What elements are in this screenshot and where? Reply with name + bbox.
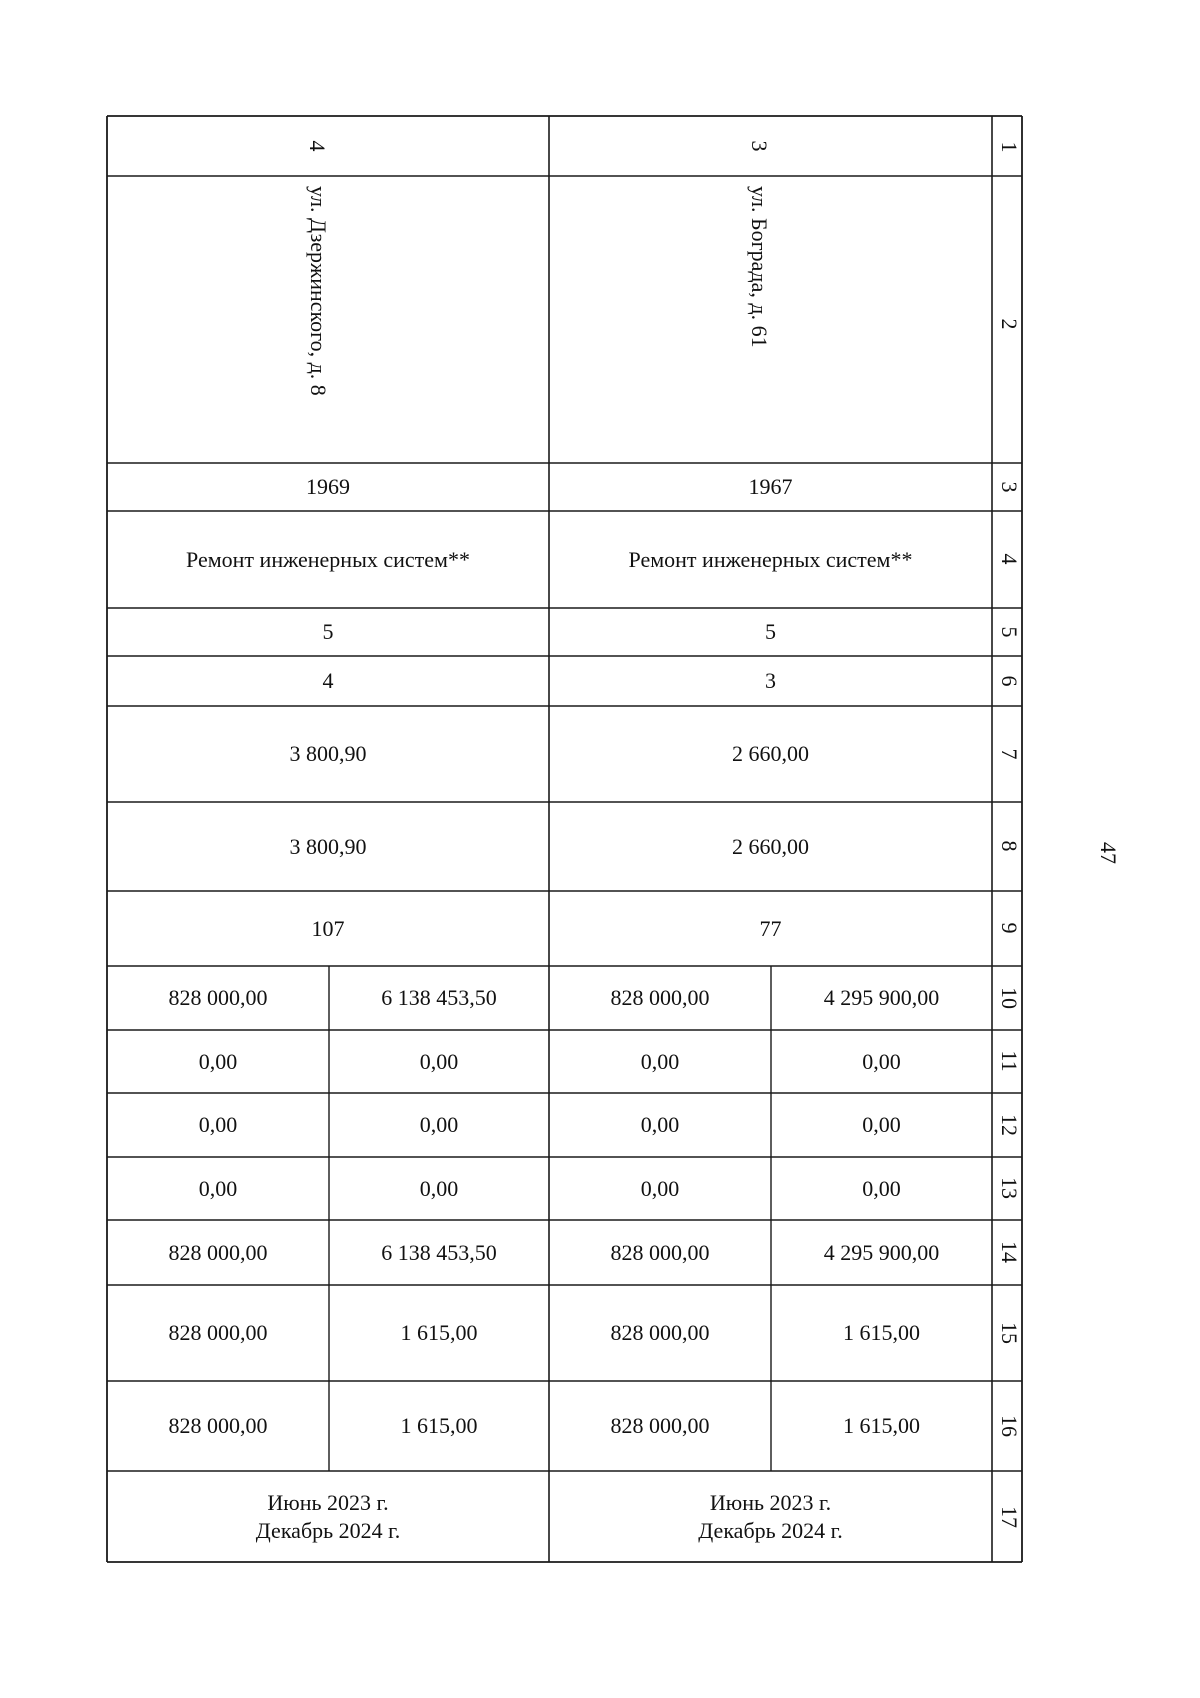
header-col-6: 6: [996, 675, 1022, 687]
rec1-col8: 2 660,00: [732, 833, 809, 859]
rec1-col12-b: 0,00: [862, 1112, 901, 1138]
rec1-col5: 5: [765, 619, 776, 645]
rec0-col10-a: 828 000,00: [168, 985, 268, 1011]
rec0-year: 1969: [306, 474, 350, 500]
rec1-period: Июнь 2023 г. Декабрь 2024 г.: [698, 1490, 843, 1543]
header-col-13: 13: [996, 1177, 1022, 1199]
rec1-col11-b: 0,00: [862, 1048, 901, 1074]
header-col-12: 12: [996, 1114, 1022, 1136]
rec0-address: ул. Дзержинского, д. 8: [305, 186, 331, 396]
rec0-col14-b: 6 138 453,50: [381, 1239, 497, 1265]
header-col-10: 10: [996, 987, 1022, 1009]
rec1-col6: 3: [765, 668, 776, 694]
header-col-2: 2: [996, 318, 1022, 330]
rec0-col14-a: 828 000,00: [168, 1239, 268, 1265]
page-number: 47: [1096, 842, 1121, 864]
rec1-col13-b: 0,00: [862, 1175, 901, 1201]
rec0-col15-a: 828 000,00: [168, 1320, 268, 1346]
header-col-4: 4: [996, 553, 1022, 565]
rec0-col15-b: 1 615,00: [400, 1320, 478, 1346]
rec1-work-type: Ремонт инженерных систем**: [628, 546, 913, 572]
rec0-period: Июнь 2023 г. Декабрь 2024 г.: [255, 1490, 401, 1543]
table-sheet: [107, 116, 1022, 1566]
rec1-address: ул. Бограда, д. 61: [746, 186, 772, 348]
rec0-col13-b: 0,00: [419, 1175, 459, 1201]
rec0-col9: 107: [311, 915, 345, 941]
rec0-col16-b: 1 615,00: [400, 1413, 478, 1439]
rec0-number: 4: [304, 140, 330, 152]
header-col-3: 3: [996, 481, 1022, 493]
rec0-col12-a: 0,00: [198, 1112, 238, 1138]
rec0-col11-a: 0,00: [198, 1048, 238, 1074]
rec0-col7: 3 800,90: [289, 741, 367, 767]
header-col-1: 1: [996, 141, 1022, 153]
rec0-col6: 4: [322, 668, 334, 694]
rec1-col14-b: 4 295 900,00: [823, 1239, 940, 1265]
rec1-year: 1967: [748, 474, 793, 500]
header-col-17: 17: [996, 1506, 1022, 1528]
rec1-col15-a: 828 000,00: [610, 1320, 710, 1346]
rec0-col11-b: 0,00: [419, 1048, 459, 1074]
header-col-9: 9: [996, 922, 1022, 934]
header-col-5: 5: [996, 626, 1022, 638]
header-col-11: 11: [996, 1050, 1022, 1072]
rec1-col15-b: 1 615,00: [843, 1320, 920, 1346]
rec0-col16-a: 828 000,00: [168, 1413, 268, 1439]
rec1-col13-a: 0,00: [640, 1175, 680, 1201]
rec1-col10-b: 4 295 900,00: [823, 985, 940, 1011]
rec0-col12-b: 0,00: [419, 1112, 459, 1138]
header-col-15: 15: [996, 1322, 1022, 1344]
rec1-col16-b: 1 615,00: [843, 1413, 920, 1439]
rec0-col5: 5: [322, 619, 334, 645]
header-col-8: 8: [996, 840, 1022, 852]
header-col-16: 16: [996, 1415, 1022, 1437]
rec1-number: 3: [746, 140, 772, 152]
rec1-col10-a: 828 000,00: [610, 985, 710, 1011]
rec0-work-type: Ремонт инженерных систем**: [186, 546, 470, 572]
rec1-col9: 77: [759, 915, 782, 941]
header-col-7: 7: [996, 748, 1022, 760]
rec1-col11-a: 0,00: [640, 1048, 680, 1074]
rec0-col8: 3 800,90: [289, 833, 367, 859]
rec1-col16-a: 828 000,00: [610, 1413, 710, 1439]
rec1-col7: 2 660,00: [732, 741, 809, 767]
rec0-col13-a: 0,00: [198, 1175, 238, 1201]
rec1-col14-a: 828 000,00: [610, 1239, 710, 1265]
rec1-col12-a: 0,00: [640, 1112, 680, 1138]
rec0-col10-b: 6 138 453,50: [381, 985, 497, 1011]
header-col-14: 14: [996, 1241, 1022, 1263]
